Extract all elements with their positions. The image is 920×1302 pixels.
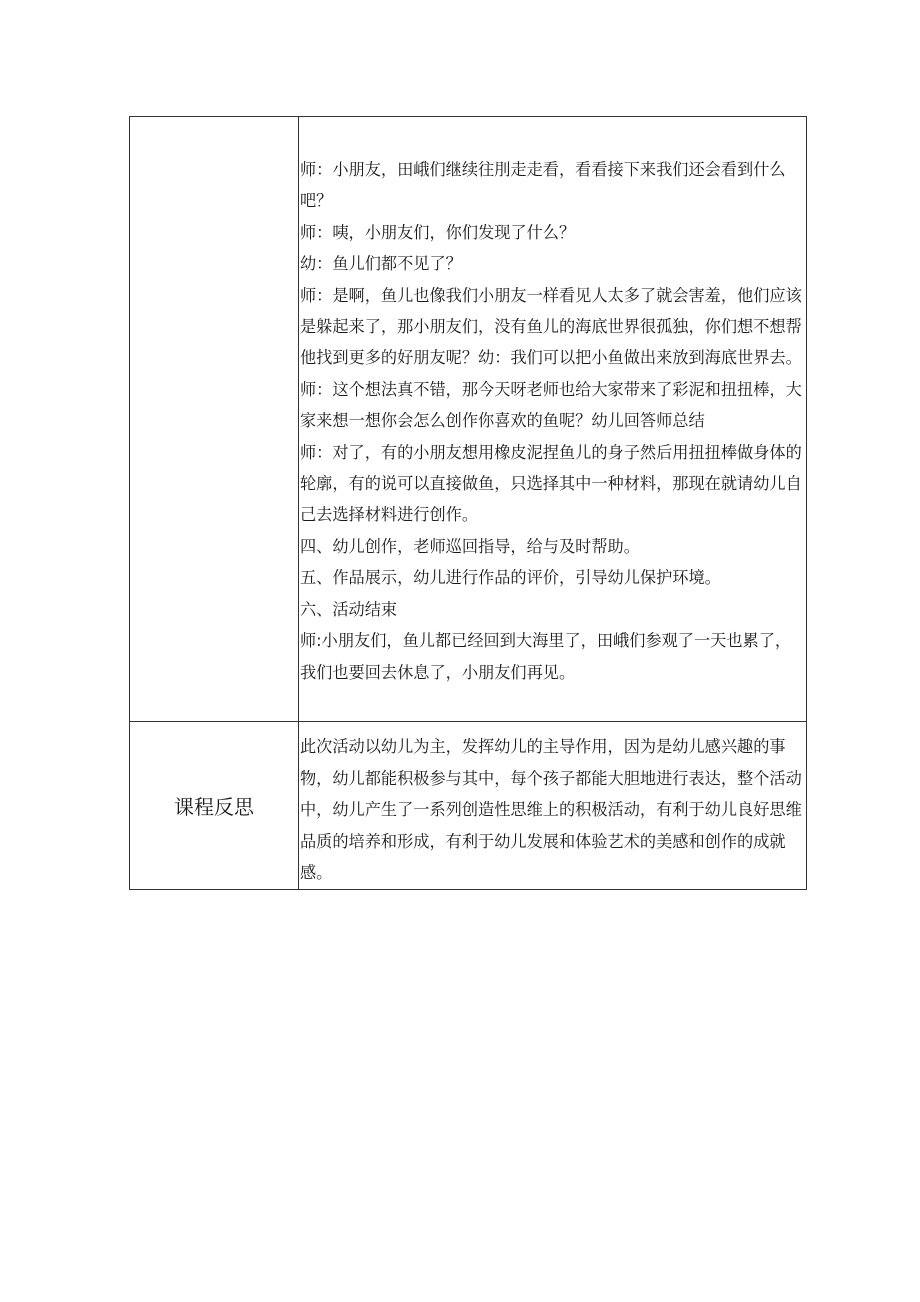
process-paragraph: 师:小朋友们，鱼儿都已经回到大海里了，田峨们参观了一天也累了，我们也要回去休息了，小朋友们再见。 [300,631,792,682]
lesson-plan-table [129,116,807,890]
process-paragraph: 师：小朋友，田峨们继续往刖走走看，看看接下来我们还会看到什么吧？ [300,160,786,211]
reflection-text: 此次活动以幼儿为主，发挥幼儿的主导作用，因为是幼儿感兴趣的事物，幼儿都能积极参与其中，每个孩子都能大胆地进行表达，整个活动中，幼儿产生了一系列创造性思维上的积极活动，有利于幼儿良好思维品质的培养和形成，有利于幼儿发展和体验艺术的美感和创作的成就感。 [300,737,802,883]
reflection-content-cell [299,722,807,890]
reflection-row [130,722,807,890]
process-paragraph: 师：对了，有的小朋友想用橡皮泥捏鱼儿的身子然后用扭扭棒做身体的轮廓，有的说可以直接做鱼，只选择其中一种材料，那现在就请幼儿自己去选择材料进行创作。 [300,442,802,525]
process-content-cell [299,117,807,722]
process-paragraph: 幼：鱼儿们都不见了？ [300,254,462,274]
process-paragraph: 师：咦，小朋友们，你们发现了什么？ [300,222,576,242]
process-row [130,117,807,722]
process-paragraph: 师：这个想法真不错，那今天呀老师也给大家带来了彩泥和扭扭棒，大家来想一想你会怎么创作你喜欢的鱼呢？幼儿回答师总结 [300,379,802,431]
process-paragraph: 六、活动结束 [300,599,398,619]
process-paragraph: 四、幼儿创作，老师巡回指导，给与及时帮助。 [300,536,640,556]
process-paragraph: 师：是啊，鱼儿也像我们小朋友一样看见人太多了就会害羞，他们应该是躲起来了，那小朋友们，没有鱼儿的海底世界很孤独，你们想不想帮他找到更多的好朋友呢？幼：我们可以把小鱼做出来放到海底世界去。 [300,285,802,368]
process-paragraph: 五、作品展示，幼儿进行作品的评价，引导幼儿保护环境。 [300,568,721,588]
reflection-label: 课程反思 [130,722,299,890]
process-content [299,117,806,688]
process-label-cell [130,117,299,722]
reflection-content [299,722,806,889]
